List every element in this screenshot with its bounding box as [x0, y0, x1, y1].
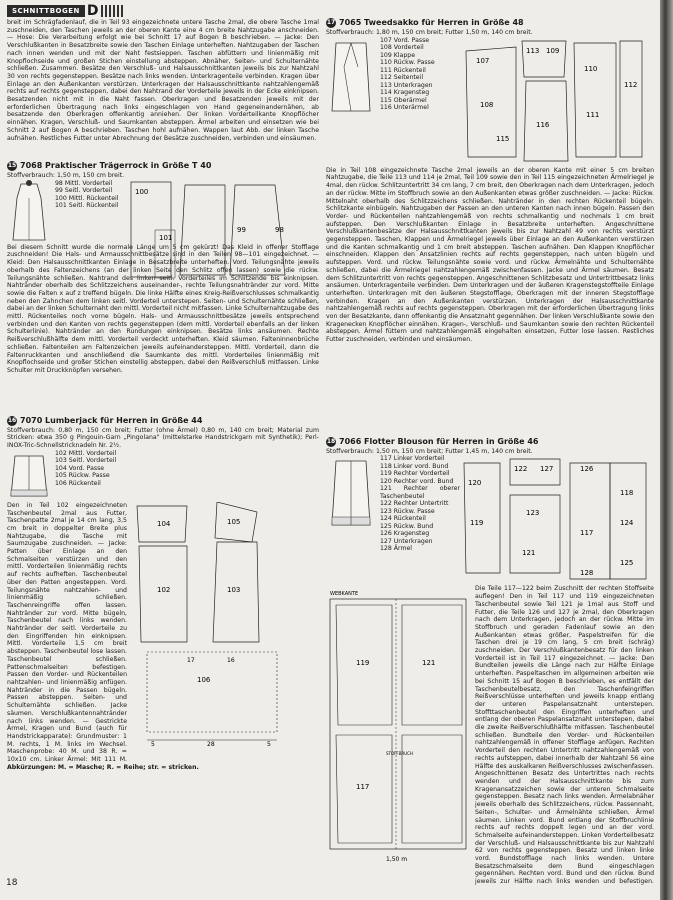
- layout-diagram-18: [326, 585, 471, 865]
- part-107: 107 Vord. Passe: [380, 36, 430, 44]
- section-number-badge: 16: [7, 416, 17, 424]
- section-18-title: 7066 Flotter Blouson für Herren in Größe 46: [339, 436, 539, 446]
- part-127: 127 Unterkragen: [380, 537, 433, 545]
- part-102: 102 Mittl. Vorderteil: [55, 449, 117, 457]
- label-106: 106: [197, 675, 211, 684]
- section-17-heading: [326, 18, 654, 28]
- part-115: 115 Oberärmel: [380, 96, 427, 104]
- pattern-diagram-16: [127, 502, 315, 764]
- page-number: 18: [6, 878, 18, 888]
- part-125: 125 Rückw. Bund: [380, 522, 434, 530]
- label-125: 125: [620, 559, 634, 568]
- blouson-illustration: [326, 455, 380, 545]
- label-117: 117: [580, 529, 594, 538]
- left-column: [7, 19, 319, 874]
- label-111: 111: [586, 110, 600, 119]
- label-103: 103: [227, 585, 241, 594]
- label-webkante-top: WEBKANTE: [330, 591, 359, 598]
- binding-edge: [660, 0, 673, 900]
- part-98: 98 Mittl. Vorderteil: [55, 179, 113, 187]
- section-16-parts: [55, 450, 145, 502]
- label-109: 109: [546, 46, 560, 55]
- header-pattern-bar: [101, 5, 125, 17]
- section-16-abbrev: Abkürzungen: M. = Masche; R. = Reihe; str. = stricken.: [7, 763, 199, 771]
- part-108: 108 Vorderteil: [380, 44, 424, 52]
- label-116: 116: [536, 120, 550, 129]
- label-28: 28: [207, 740, 215, 748]
- label-122: 122: [514, 465, 528, 474]
- label-5b: 5: [267, 740, 271, 748]
- intro-text: breit im Schrägfadenlauf, die in Teil 93 eingezeichnete untere Tasche 2mal, die obere Tasche 1mal zuschneiden, den Taschen jeweils an der oberen Kante eine 4 cm breite Nahtzugabe anschneiden. — Hose: Die Verarbeitung erfolgt wie bei Schnitt 17 auf Bogen B beschrieben. — Jacke: Den Verschlußkanten in Besatzbreite sowie den Taschen Einlage unterheften. Nahtzugaben der Taschen nach innen wenden und mit der Naht festsieppen. Taschen abfüttern und linienmäßig mit Knopflochseide und großen Stichen einstellung absteppen. Abnäher, Seiten- und Schulternähte schließen. Zusammen. Besätze den Verschluß- und Halsausschnittkanten jeweils bis zur Nahtzahl 30 von rechts gegensteppen. Besätze nach links wenden. Unterkragenteile verbinden. Kragen über Einlage an den Außenkanten verstürzen. Unterkragen der Halsausschnittkante nahtzahlengemäß rechts auf rechts gegensteppen, dabei den Nahtrand der Vorderteile jeweils in der Ecke einknipsen. Besatzenden nicht mit in die Naht fassen. Oberkragen und Besatzenden jeweils mit der erforderlichen Übertragung nach links eingeschlagen von Hand gegeneinandernähen, ab besatzende den Oberkragen offenkantig anniehen. Der linken Vorderteilkante Knopflöcher einnähen. Kragen, Verschluß- und Saumkanten absteppen. Ärmel arbeiten und einsetzen wie bei Schnitt 2 auf Bogen A beschrieben. Taschen hohl aufnähen. Wappen laut Abb. der linken Tasche aufnähen. Restliches Futter unter Abrechnung der Besätze zuschneiden, verbinden und einsäumen.: [7, 19, 319, 142]
- section-number-badge: 17: [326, 19, 336, 26]
- section-number-badge: 15: [7, 162, 17, 169]
- part-122: 122 Rechter Untertritt: [380, 500, 449, 508]
- pattern-diagram-15: [125, 180, 315, 244]
- section-15-heading: [7, 161, 319, 171]
- label-113: 113: [526, 46, 540, 55]
- label-121: 121: [522, 549, 536, 558]
- label-126: 126: [580, 465, 594, 474]
- section-18-material: Stoffverbrauch: 1,50 m, 150 cm breit; Futter 1,45 m, 140 cm breit.: [326, 447, 533, 455]
- label-98: 98: [275, 225, 284, 234]
- label-112: 112: [624, 80, 638, 89]
- section-16-title: 7070 Lumberjack für Herren in Größe 44: [20, 415, 203, 425]
- section-16-heading: [7, 416, 319, 426]
- label-length: 1,50 m: [386, 856, 408, 864]
- section-15-parts: [55, 180, 125, 244]
- label-105: 105: [227, 517, 241, 526]
- section-15-material: Stoffverbrauch: 1,50 m, 150 cm breit.: [7, 172, 125, 179]
- right-column: [326, 16, 654, 886]
- part-101: 101 Seitl. Rückenteil: [55, 202, 119, 210]
- section-17-title: 7065 Tweedsakko für Herren in Größe 48: [339, 18, 524, 27]
- part-119: 119 Rechter Vorderteil: [380, 470, 450, 478]
- part-118: 118 Linker vord. Bund: [380, 462, 449, 470]
- pattern-diagram-18: [460, 455, 648, 585]
- part-126: 126 Kragensteg: [380, 530, 430, 538]
- part-128: 128 Ärmel: [380, 545, 412, 553]
- part-121: 121 Rechter oberer Taschenbeutel: [380, 485, 460, 500]
- section-18-body: Die Teile 117—122 beim Zuschnitt der rechten Stoffseite auflegen! Den in Teil 117 und 119 eingezeichneten Taschenbeutel sowie Teil 121 je 1mal aus Stoff und Futter, die Teile 126 und 127 je 2mal, den Oberkragen nach dem Unterkragen, jedoch an der rückw. Mitte im Stoffbruch und geraden Fadenlauf sowie an den Außenkanten etwas größer, Paspelstreifen für die Taschen drei je 19 cm lang, 5 cm breit (schräg) zuschneiden. Der Verschlußkantenbesatz für den linken Vorderteil ist in Teil 117 eingezeichnet. — Jacke: Den Bundteilen jeweils die Länge nach zur Hälfte Einlage unterheften. Paspeltaschen im allgemeinen arbeiten wie bei Schnitt 15 auf Bogen B beschrieben, es entfällt der Taschenbeutelbesatz, den Taschenfeingriffen Reißverschlüsse unterheften und jeweils knapp entlang der unteren Paspelansatznaht unterstepen. Stoffttaschenbeutel den Eingriffen unterheften und entlang der oberen Paspelansatznaht unterstepen, dabei die zweite Reißverschlußhälfte mitfassen. Taschenbeutel schließen. Bundteile den Vorder- und Rückenteilen nahtzahlengemäß in offener Stofflage anfügen. Rechten Vorderteil den rechten Untertritt nahtzahlengemäß von rechts aufsteppen, dabei innerhalb der Nahtzahl 56 eine Hälfte des auskalkaren Reißverschlusses zwischenfassen. Angeschnittenen Besatz des Untertrittes nach rechts wenden und der Halsausschnittkante bis zum Kragenansatzzeichen sowie der unteren Schmalseite gegensteppen. Besatz nach links wenden. Ärmelabnäher jeweils oberhalb des Schlitzzeichens, rückw. Passennaht, Seiten-, Schulter- und Ärmelnähte schließen. Ärmel säumen. Linken vord. Bund entlang der Stoffbruchlinie rechts auf rechts doppelt legen und an der vord. Schmalseite aufeinandersteppen. Linken Vorderteilbesatz der Verschluß- und Halsausschnittkante bis zur Nahtzahl 62 von rechts gegensteppen. Besatz und linken linke vord. Bundstofflage nach links wenden. Untere Besatzschmalseite dem Bund eingeschlagen gegennähen. Rechten vord. Bund und den rückw. Bund jeweils zur Hälfte nach links wenden und befestigen.: [475, 585, 654, 886]
- part-100: 100 Mittl. Rückenteil: [55, 194, 119, 202]
- section-15-body: Bei diesem Schnitt wurde die normale Länge um 5 cm gekürzt! Das Kleid in offener Stofflage zuschneiden! Die Hals- und Armausschnittbesätze sind in den Teilen 98—101 eingezeichnet. — Kleid: Den Halsausschnittkanten Einlage in Besatzbreite unterheften. Vord. Teilungsnähte jeweils oberhalb des Faltenzeichens (an der linken Seite den Schlitz offen lassen) sowie die rückw. Teilungsnähte schließen. Nahtrand des linken seitl. Vorderteiles im Schlitzende bis einknipsen. Nahtränder oberhalb des Schlitzzeichens auseinander-, rechte Teilungsnahtränder zur vord. Mitte sowie die Falten x auf z treffend bügeln. Die linke Hälfte eines Kreig-Reißverschlusses schmalkantig neben den Zahnchen dem linken seitl. Vorderteil unterstepen. Seiten- und Schulternähte schließen, dabei an der linken Schulternaht den mittl. Vorderteil nicht mitfassen. Linke Schulternahtzugabe des mittl. Rückenteiles noch vorne bügeln. Hals- und Armausschnittbesätze jeweils entsprechend verbinden und den Kanten von rechts gegensteppen (dem mittl. Vorderteil ebenfalls an der linken Schulterlinie). Nahtränder an den Rundungen einknipsen. Besätze links ansäumen. Rechte Reißverschlußhälfte dem mittl. Vorderteil verdeckt unterheften. Kleid säumen. Falteninnenbrüche schließen. Faltenteilen am Faltenzeichen jeweils aufeinandersteppen. Mittl. Vorderteil, dann die Faltenruckkanten und anschließend die Saumkante des mittl. Vorderteiles linienmäßig mit Knopflochseide und großer Stichen einstellig absteppen, dabei den Reißverschluß mitfassen. Linke Schulter mit Druckknöpfen versehen.: [7, 243, 319, 374]
- dress-illustration: [7, 180, 55, 244]
- label-102: 102: [157, 585, 171, 594]
- label-118: 118: [620, 489, 634, 498]
- part-124: 124 Rückenteil: [380, 515, 426, 523]
- label-100: 100: [135, 187, 149, 196]
- label-124: 124: [620, 519, 634, 528]
- part-117: 117 Linker Vorderteil: [380, 455, 445, 463]
- label-16: 16: [227, 656, 235, 664]
- label-110: 110: [584, 64, 598, 73]
- part-120: 120 Rechter vord. Bund: [380, 477, 454, 485]
- label-119b: 119: [356, 659, 370, 668]
- label-99: 99: [237, 225, 246, 234]
- part-123: 123 Rückw. Passe: [380, 507, 435, 515]
- section-18-heading: [326, 437, 654, 447]
- jacket-illustration: [7, 450, 55, 502]
- label-121b: 121: [422, 659, 436, 668]
- section-17-material: Stoffverbrauch: 1,80 m, 150 cm breit; Futter 1,50 m, 140 cm breit.: [326, 29, 533, 36]
- label-107: 107: [476, 56, 490, 65]
- label-123: 123: [526, 509, 540, 518]
- part-113: 113 Unterkragen: [380, 81, 433, 89]
- section-17-body: Die in Teil 108 eingezeichnete Tasche 2mal jeweils an der oberen Kante mit einer 5 cm breiten Nahtzugabe, die Teile 113 und 114 je 2mal, Teil 109 sowie den in Teil 115 eingezeichneten Ärmelriegel je 4mal, den rückw. Schlitzuntertritt 34 cm lang, 7 cm breit, den Oberkragen nach dem Unterkragen, jedoch an der rückw. Mitte im Stoffbruch sowie an den Außenkanten etwas größer zuschneiden. — Jacke: Rückw. Mittelnaht oberhalb des Schlitzzeichens schließen. Nahtränder in den rechten Rückenteil bügeln. Schlitzkante einbügeln. Nahtzugaben der Passen an den unteren Kanten nach innen bügeln. Passen den Vorder- und Rückenteilen nahtzahlengemäß von rechts schmalkantig und nochmals 1 cm breit aufsteppen. Den Verschlußkanten Einlage in Besatzbreite unterheften. Angeschnittene Verschlußkantenbesätze der Halsausschnittkanten jeweils bis zur Nahtzahl 49 von rechts verstürzt gegensteppen. Taschen, Klappen und Ärmelriegel jeweils über Einlage an den Außenkanten verstürzen und die Kanten schmalkantig und 1 cm breit absteppen. Taschen aufnähen. Den Klappen Knopflöcher einschneiden. Klappen den Ansatzlinien rechts auf rechts gegensteppen, nach unten bügeln und aufsteppen. Vord. und rückw. Teilungsnähte sowie vord. und rückw. Ärmelnähte und Schulternähte schließen, dabei die Ärmelriegel nahtzahlengemäß zwischenfassen. Jacke und Ärmel säumen. Besatz dem Schlitzuntertritt von rechts gegensteppen. Angeschnittenen Schlitzbesatz und Untertrittbesatz links ansäumen. Unterkragenteile verbinden. Dem Unterkragen und der äußeren Kragenstegstoffteile Einlage unterheften. Unterkragen mit den äußeren Stegstofflage, Oberkragen mit der inneren Stegstofflage verbinden. Kragen an den Außenkanten verstürzen. Unterkragen der Halsausschnittkante nahtzahlengemäß rechts auf rechts gegensteppen. Oberkragen mit der erforderlichen Übertragung links von der Besatzkante, dann offenkantig die Ansatznaht gegennähen. Der linken Verschlußkante sowie den Kragenecken Knopflöcher einnähen. Kragen-, Verschluß- und Saumkanten sowie den rechten Rückenteil absteppen. Ärmel füttern und nahtzahlengemäß eingehalten einsetzen, Futter lose lassen. Restliches Futter zuschneiden, verbinden und einsäumen.: [326, 166, 654, 344]
- label-127: 127: [540, 465, 554, 474]
- section-17-parts: [380, 37, 456, 167]
- section-15-title: 7068 Praktischer Trägerrock in Größe T 40: [20, 161, 212, 170]
- part-104: 104 Vord. Passe: [55, 464, 105, 472]
- part-112: 112 Seitenteil: [380, 74, 424, 82]
- label-17: 17: [187, 656, 195, 664]
- pattern-diagram-17: [456, 37, 646, 167]
- section-16-body: Den in Teil 102 eingezeichneten Taschenbeutel 2mal aus Futter, Taschenpatte 2mal je 14 cm lang, 3,5 cm breit in doppelter Breite plus Nahtzugabe, die Tasche mit Saumzugabe zuschneiden. — Jacke: Patten über Einlage an den Schmalseiten verstürzen und den mittl. Vorderteilen linienmäßig rechts auf rechts aufheften. Taschenbeutel über den Patten angesteppen. Vord. Teilungsnähte nahtzahlen- und linienmäßig schließen. Taschenreingriffe offen lassen. Nahtränder zur vord. Mitte bügeln, Taschenbeutel nach links wenden. Nahtränder der seitl. Vorderteile zu den Eingriffenden hin einknipsen. Mittl. Vorderteile 1,5 cm breit absteppen. Taschenbeutel lose lassen. Taschenbeutel schließen. Pattenschmalseiten befestigen. Passen den Vorder- und Rückenteilen nahtzahlen- und linienmäßig anfügen. Nahtränder in die Passen bügeln. Passen absteppen. Seiten- und Schulternähte schließen. Jacke säumen. Verschlußkantennahtränder nach links wenden. — Gestrickte Ärmel, Kragen und Bund (auch für Handstrickapparate): Grundmuster: 1 M. rechts, 1 M. links im Wechsel. Maschenprobe: 40 M. und 38 R. = 10x10 cm. Linker Ärmel: Mit 111 M.: [7, 501, 127, 764]
- label-101: 101: [159, 233, 173, 242]
- sheet-letter: D: [86, 3, 99, 19]
- label-108: 108: [480, 100, 494, 109]
- label-120: 120: [468, 479, 482, 488]
- part-106: 106 Rückenteil: [55, 479, 101, 487]
- part-110: 110 Rückw. Passe: [380, 59, 435, 67]
- part-111: 111 Rückenteil: [380, 66, 426, 74]
- label-115: 115: [496, 134, 510, 143]
- section-18-parts: [380, 455, 460, 585]
- label-128: 128: [580, 569, 594, 578]
- part-99: 99 Seitl. Vorderteil: [55, 187, 113, 195]
- part-116: 116 Unterärmel: [380, 104, 429, 112]
- label-5a: 5: [151, 740, 155, 748]
- part-105: 105 Rückw. Passe: [55, 472, 110, 480]
- label-stoffbruch: STOFFBRUCH: [386, 751, 413, 757]
- label-119: 119: [470, 519, 484, 528]
- part-103: 103 Seitl. Vorderteil: [55, 457, 117, 465]
- sakko-illustration: [326, 37, 380, 117]
- section-16-material: Stoffverbrauch: 0,80 m, 150 cm breit; Futter (ohne Ärmel) 0,80 m, 140 cm breit; Material zum Stricken: etwa 350 g Pingouin-Garn „Pingolana" (mittelstarke Handstrickgarn mit Synthetik); Perl-INOX-Tric-Schnellstricknadeln Nr. 2½.: [7, 426, 319, 450]
- label-117b: 117: [356, 783, 370, 792]
- section-number-badge: 18: [326, 437, 336, 445]
- label-104: 104: [157, 519, 171, 528]
- part-109: 109 Klappe: [380, 51, 416, 59]
- section-label: SCHNITTBOGEN: [7, 5, 85, 17]
- part-114: 114 Kragensteg: [380, 89, 430, 97]
- page-header: [7, 4, 125, 18]
